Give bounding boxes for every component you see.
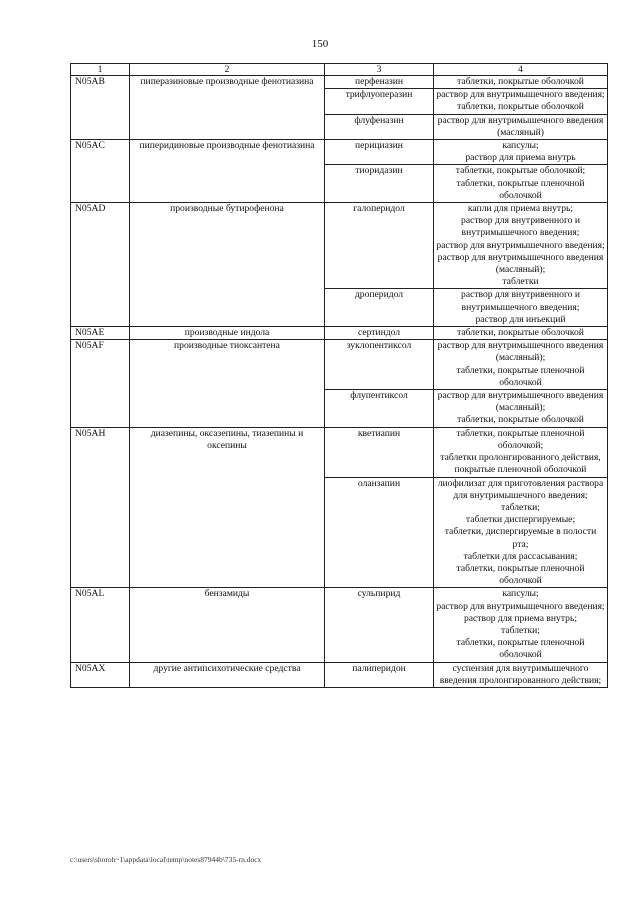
dosage-forms-cell [434,289,608,327]
dosage-forms-cell [434,89,608,114]
atc-code-cell: N05AH [71,427,130,588]
table-row [71,340,608,390]
dosage-forms-cell [434,477,608,588]
dosage-form: таблетки [502,276,539,288]
dosage-form: раствор для внутривенного и внутримышечного введения; [461,215,580,239]
medicines-table [70,63,608,688]
table-header-row [71,64,608,76]
drug-name-cell: флупентиксол [325,390,434,428]
dosage-form: раствор для внутримышечного введения (масляный) [437,114,604,138]
group-name-cell: бензамиды [130,588,325,662]
drug-name-cell: кветиапин [325,427,434,477]
dosage-form: таблетки, покрытые оболочкой [457,327,584,339]
dosage-form: таблетки, покрытые пленочной оболочкой [456,637,585,661]
column-header: 3 [325,64,434,76]
dosage-form: капли для приема внутрь; [467,203,574,215]
table-row [71,588,608,662]
group-name-cell: другие антипсихотические средства [130,662,325,687]
dosage-form: таблетки, покрытые оболочкой [457,414,584,426]
dosage-form: раствор для внутримышечного введения (масляный); [437,340,604,364]
atc-code-cell: N05AC [71,140,130,203]
dosage-form: раствор для инъекций [475,313,566,325]
dosage-form: таблетки, покрытые пленочной оболочкой [456,364,585,388]
drug-name-cell: перфеназин [325,76,434,89]
dosage-form: суспензия для внутримышечного введения пролонгированного действия; [439,662,602,686]
dosage-form: таблетки, диспергируемые в полости рта; [444,526,597,550]
dosage-form: раствор для внутримышечного введения; [436,239,605,251]
table-row [71,662,608,687]
column-header: 2 [130,64,325,76]
footer-file-path: c:\users\shoroh~1\appdata\local\temp\notes87944b\735-rn.docx [70,855,262,864]
drug-name-cell: зуклопентиксол [325,340,434,390]
dosage-forms-cell [434,588,608,662]
dosage-forms-cell [434,662,608,687]
dosage-form: раствор для внутривенного и внутримышечного введения; [461,289,580,313]
drug-name-cell: сульпирид [325,588,434,662]
dosage-form: раствор для внутримышечного введения (масляный); [437,390,604,414]
dosage-form: раствор для внутримышечного введения; [436,600,605,612]
dosage-forms-cell [434,203,608,289]
dosage-form: таблетки, покрытые оболочкой [457,76,584,87]
dosage-form: таблетки, покрытые оболочкой [457,101,584,113]
dosage-form: таблетки; [501,501,540,513]
drug-name-cell: сертиндол [325,327,434,340]
group-name-cell: пиперидиновые производные фенотиазина [130,140,325,203]
drug-name-cell: перициазин [325,140,434,165]
drug-name-cell: дроперидол [325,289,434,327]
group-name-cell: производные бутирофенона [130,203,325,327]
dosage-forms-cell [434,114,608,139]
table-body [71,76,608,688]
drug-name-cell: оланзапин [325,477,434,588]
page-number: 150 [311,38,329,50]
dosage-forms-cell [434,340,608,390]
dosage-form: раствор для приема внутрь; [463,612,578,624]
dosage-form: таблетки, покрытые пленочной оболочкой [456,562,585,587]
drug-name-cell: палиперидон [325,662,434,687]
dosage-form: раствор для приема внутрь [465,152,576,164]
dosage-forms-cell [434,427,608,477]
atc-code-cell: N05AE [71,327,130,340]
dosage-form: таблетки; [501,624,540,636]
dosage-form: таблетки диспергируемые; [465,514,576,526]
dosage-forms-cell [434,327,608,340]
table-row [71,203,608,289]
atc-code-cell: N05AL [71,588,130,662]
dosage-form: таблетки для рассасывания; [463,550,578,562]
atc-code-cell: N05AD [71,203,130,327]
dosage-form: таблетки, покрытые оболочкой; [455,165,586,177]
table-row [71,427,608,477]
group-name-cell: пиперазиновые производные фенотиазина [130,76,325,140]
group-name-cell: диазепины, оксазепины, тиазепины и оксепины [130,427,325,588]
dosage-form: таблетки, покрытые пленочной оболочкой [456,177,585,201]
atc-code-cell: N05AX [71,662,130,687]
table-row [71,140,608,165]
dosage-form: раствор для внутримышечного введения (масляный); [437,251,604,276]
dosage-forms-cell [434,76,608,89]
table-row [71,327,608,340]
atc-code-cell: N05AB [71,76,130,140]
atc-code-cell: N05AF [71,340,130,427]
dosage-form: капсулы; [502,140,539,152]
group-name-cell: производные тиоксантена [130,340,325,427]
dosage-forms-cell [434,140,608,165]
table-row [71,76,608,89]
dosage-form: раствор для внутримышечного введения; [436,89,605,101]
drug-name-cell: трифлуоперазин [325,89,434,114]
column-header: 1 [71,64,130,76]
column-header: 4 [434,64,608,76]
dosage-forms-cell [434,165,608,203]
drug-name-cell: галоперидол [325,203,434,289]
group-name-cell: производные индола [130,327,325,340]
drug-name-cell: флуфеназин [325,114,434,139]
dosage-forms-cell [434,390,608,428]
dosage-form: капсулы; [502,588,539,600]
dosage-form: таблетки, покрытые пленочной оболочкой; [456,427,585,451]
drug-name-cell: тиоридазин [325,165,434,203]
dosage-form: таблетки пролонгированного действия, покрытые пленочной оболочкой [440,452,601,476]
dosage-form: лиофилизат для приготовления раствора для внутримышечного введения; [437,477,604,501]
